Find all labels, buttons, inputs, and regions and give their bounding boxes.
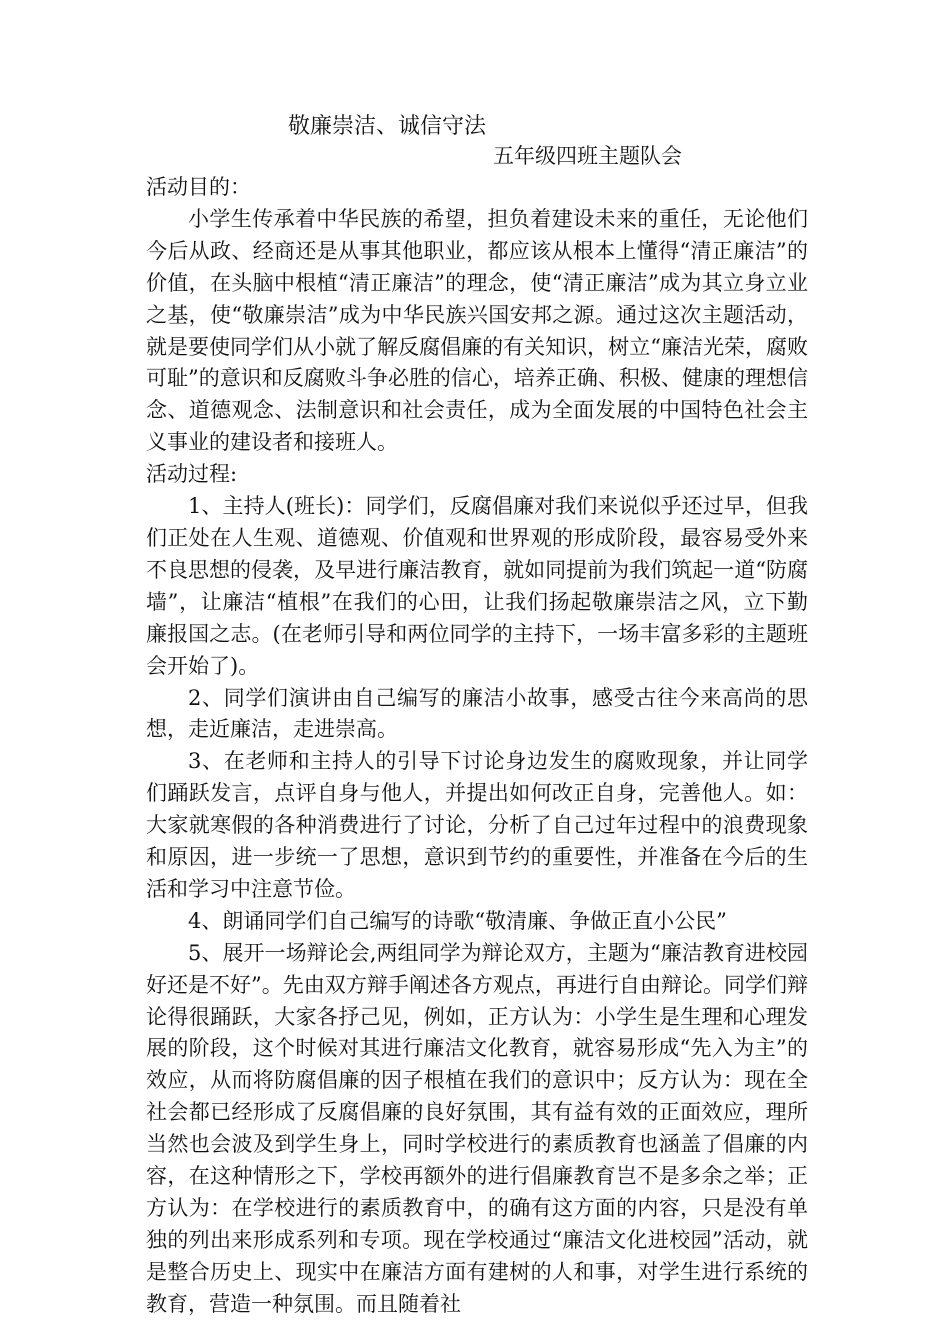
process-step-1: 1、主持人(班长)：同学们，反腐倡廉对我们来说似乎还过早，但我们正处在人生观、道德观、价值观和世界观的形成阶段，最容易受外来不良思想的侵袭，及早进行廉洁教育，就如同提前为我们筑起一道“防腐墙”，让廉洁“植根”在我们的心田，让我们扬起敬廉崇洁之风，立下勤廉报国之志。(在老师引导和两位同学的主持下，一场丰富多彩的主题班会开始了)。 (146, 494, 808, 678)
process-step-4: 4、朗诵同学们自己编写的诗歌“敬清廉、争做正直小公民” (188, 908, 727, 933)
purpose-paragraph: 小学生传承着中华民族的希望，担负着建设未来的重任，无论他们今后从政、经商还是从事其他职业，都应该从根本上懂得“清正廉洁”的价值，在头脑中根植“清正廉洁”的理念，使“清正廉洁”成为其立身立业之基，使“敬廉崇洁”成为中华民族兴国安邦之源。通过这次主题活动，就是要使同学们从小就了解反腐倡廉的有关知识，树立“廉洁光荣，腐败可耻”的意识和反腐败斗争必胜的信心，培养正确、积极、健康的理想信念、道德观念、法制意识和社会责任，成为全面发展的中国特色社会主义事业的建设者和接班人。 (146, 206, 808, 455)
process-step-2: 2、同学们演讲由自己编写的廉洁小故事，感受古往今来高尚的思想，走近廉洁，走进崇高。 (146, 685, 808, 742)
document-body (146, 172, 808, 1321)
process-step-5: 5、展开一场辩论会,两组同学为辩论双方，主题为“廉洁教育进校园好还是不好”。先由双方辩手阐述各方观点，再进行自由辩论。同学们辩论得很踊跃，大家各抒己见，例如，正方认为：小学生是生理和心理发展的阶段，这个时候对其进行廉洁文化教育，就容易形成“先入为主”的效应，从而将防腐倡廉的因子根植在我们的意识中；反方认为：现在全社会都已经形成了反腐倡廉的良好氛围，其有益有效的正面效应，理所当然也会波及到学生身上，同时学校进行的素质教育也涵盖了倡廉的内容，在这种情形之下，学校再额外的进行倡廉教育岂不是多余之举；正方认为：在学校进行的素质教育中，的确有这方面的内容，只是没有单独的列出来形成系列和专项。现在学校通过“廉洁文化进校园”活动，就是整合历史上、现实中在廉洁方面有建树的人和事，对学生进行系统的教育，营造一种氛围。而且随着社 (146, 940, 808, 1316)
purpose-heading: 活动目的： (146, 175, 251, 199)
process-step-3: 3、在老师和主持人的引导下讨论身边发生的腐败现象，并让同学们踊跃发言，点评自身与他人，并提出如何改正自身，完善他人。如：大家就寒假的各种消费进行了讨论，分析了自己过年过程中的浪费现象和原因，进一步统一了思想，意识到节约的重要性，并准备在今后的生活和学习中注意节俭。 (146, 749, 808, 901)
document-subtitle: 五年级四班主题队会 (493, 144, 682, 168)
process-heading: 活动过程: (146, 462, 238, 487)
document-title: 敬廉崇洁、诚信守法 (288, 114, 487, 139)
